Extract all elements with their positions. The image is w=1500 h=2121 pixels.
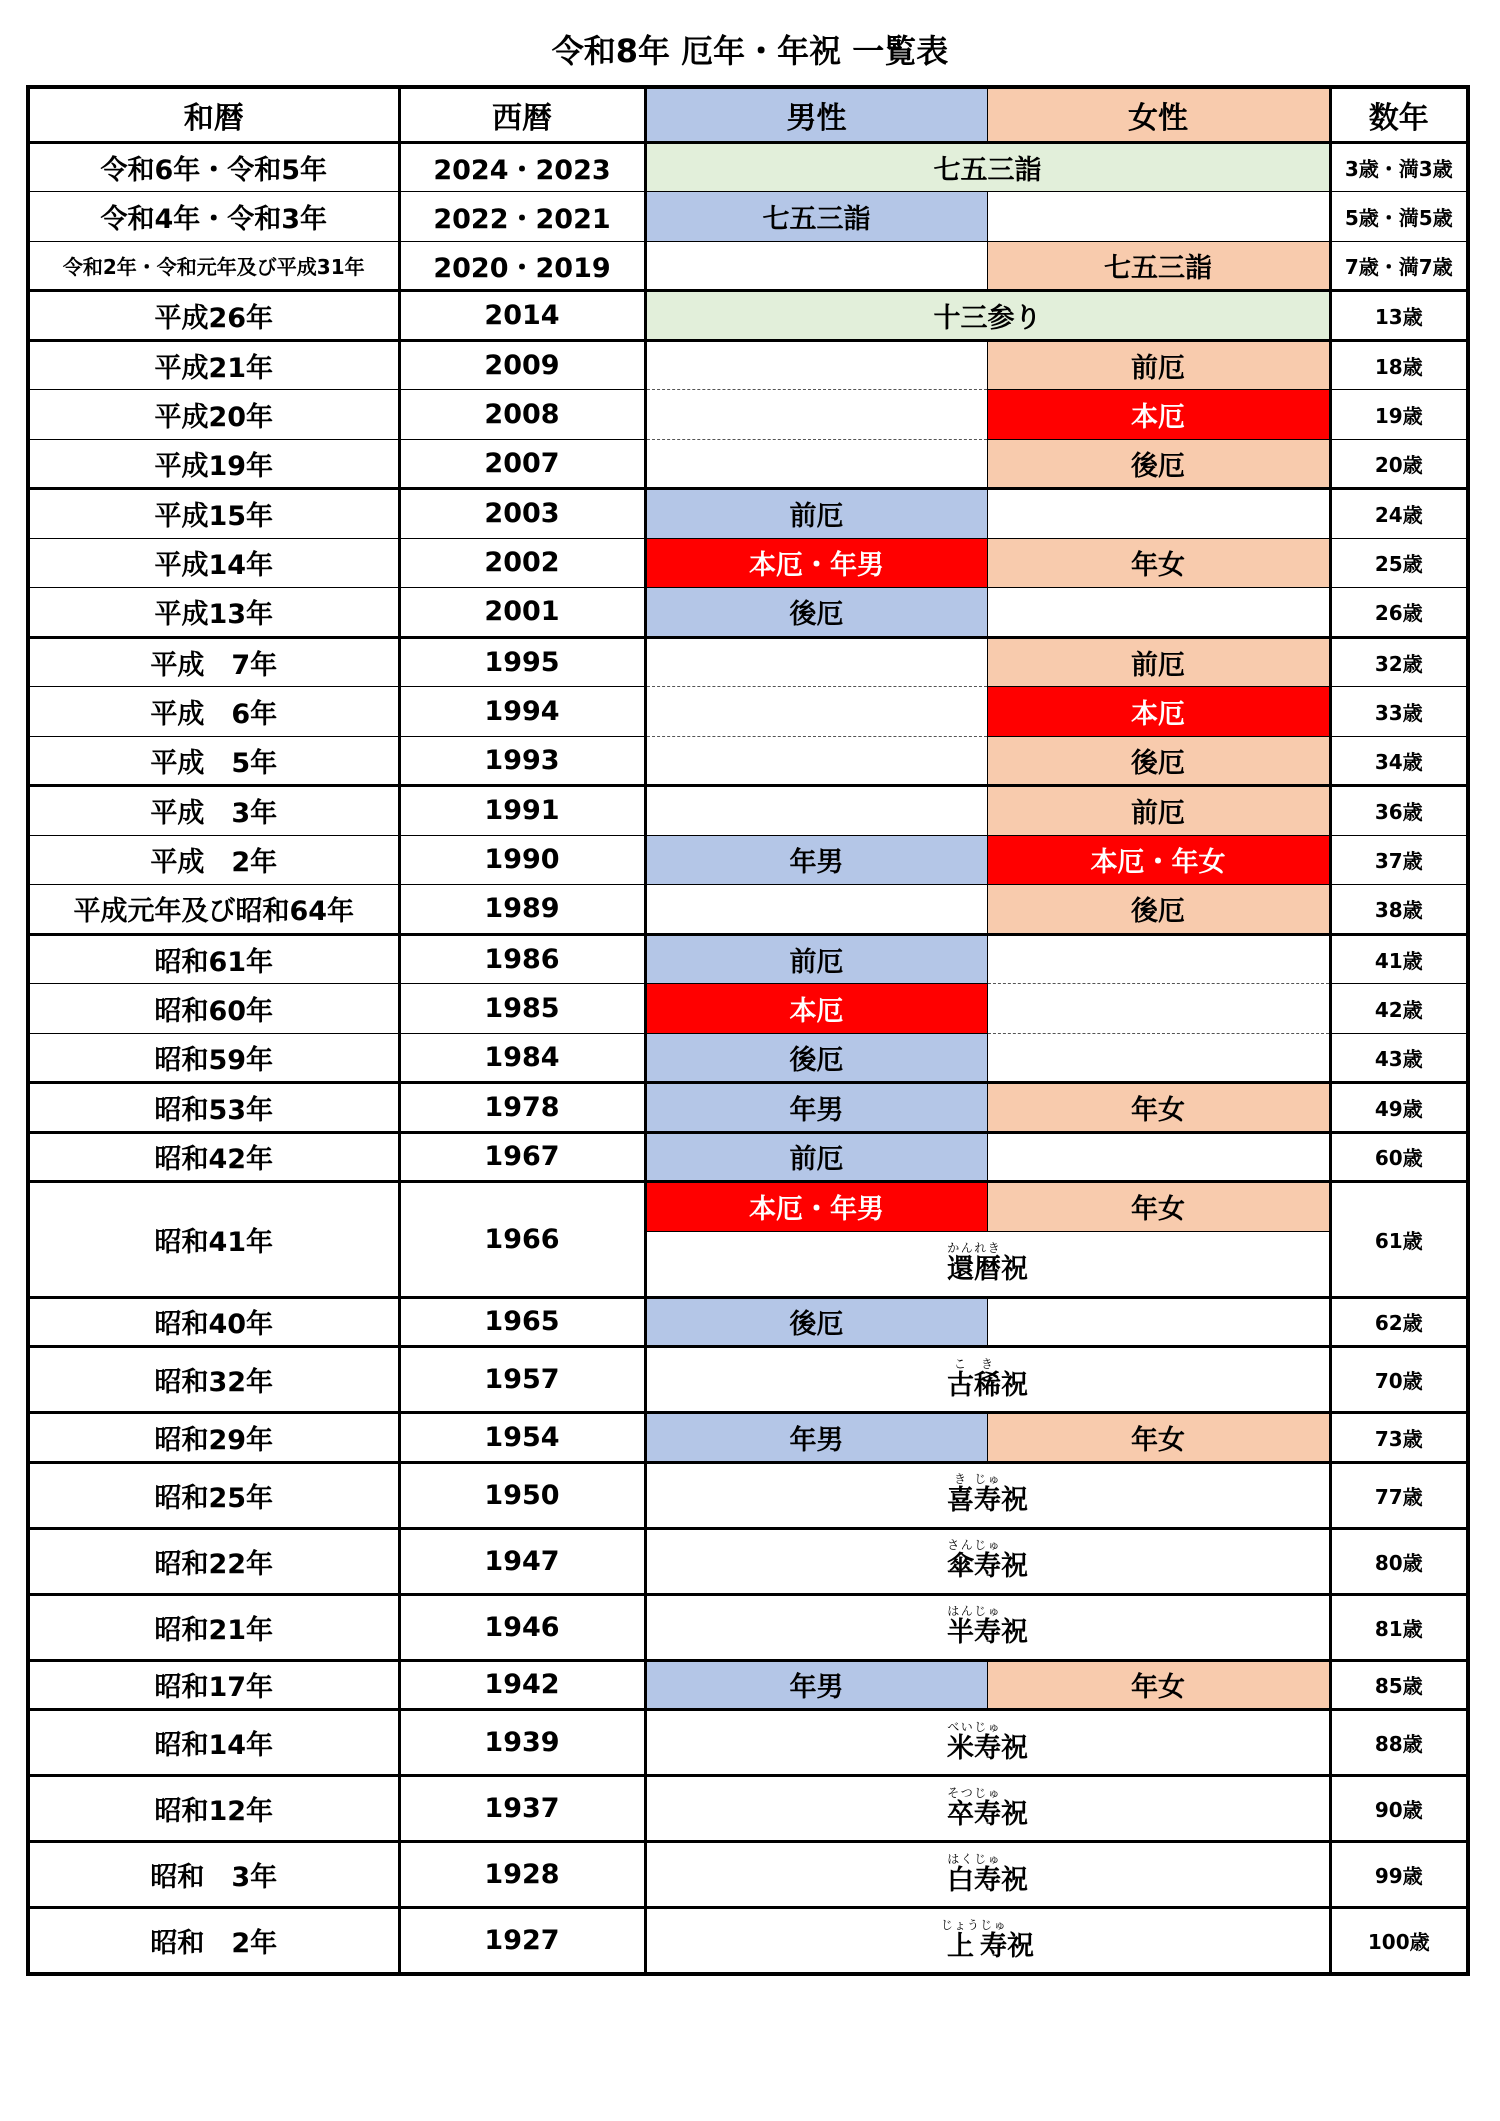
male-cell	[645, 340, 987, 390]
age-cell: 32歳	[1330, 637, 1468, 687]
table-body	[28, 142, 1468, 1974]
ruby-base: 暦	[974, 1253, 1001, 1285]
wareki-cell: 昭和59年	[28, 1033, 399, 1083]
ruby-group	[974, 1356, 1001, 1401]
seireki-cell: 2024・2023	[399, 142, 645, 192]
male-cell	[645, 390, 987, 440]
seireki-cell: 1937	[399, 1776, 645, 1842]
seireki-cell: 2003	[399, 489, 645, 539]
wareki-cell: 令和4年・令和3年	[28, 192, 399, 242]
ruby-base: 喜	[947, 1485, 974, 1517]
table-header	[28, 87, 1468, 142]
wareki-cell: 昭和42年	[28, 1132, 399, 1182]
table-row	[28, 984, 1468, 1034]
celebration-label	[947, 1604, 1028, 1649]
male-cell: 七五三詣	[645, 192, 987, 242]
header-female: 女性	[987, 87, 1330, 142]
ruby-group	[947, 1604, 974, 1649]
male-cell: 本厄	[645, 984, 987, 1034]
wareki-cell: 昭和61年	[28, 934, 399, 984]
ruby-base: 寿	[974, 1551, 1001, 1583]
wareki-cell: 昭和12年	[28, 1776, 399, 1842]
female-cell: 前厄	[987, 637, 1330, 687]
wareki-cell: 平成 7年	[28, 637, 399, 687]
female-cell: 年女	[987, 1182, 1330, 1232]
male-cell: 後厄	[645, 1033, 987, 1083]
table-row	[28, 1297, 1468, 1347]
table-row	[28, 489, 1468, 539]
table-row	[28, 439, 1468, 489]
seireki-cell: 2001	[399, 588, 645, 638]
seireki-cell: 2007	[399, 439, 645, 489]
table-row	[28, 1908, 1468, 1974]
header-male: 男性	[645, 87, 987, 142]
combined-cell	[645, 1908, 1330, 1974]
ruby-base: 寿	[974, 1798, 1001, 1830]
combined-cell	[645, 1776, 1330, 1842]
wareki-cell: 平成20年	[28, 390, 399, 440]
female-cell	[987, 1132, 1330, 1182]
ruby-reading: じゅ	[974, 1472, 1001, 1487]
celebration-suffix: 祝	[1001, 1864, 1028, 1896]
wareki-cell: 昭和41年	[28, 1182, 399, 1298]
ruby-base: 還	[947, 1253, 974, 1285]
celebration-suffix: 祝	[1001, 1617, 1028, 1649]
wareki-cell: 昭和17年	[28, 1660, 399, 1710]
wareki-cell: 平成14年	[28, 538, 399, 588]
table-row	[28, 736, 1468, 786]
wareki-cell: 平成19年	[28, 439, 399, 489]
seireki-cell: 1950	[399, 1462, 645, 1528]
wareki-cell: 平成15年	[28, 489, 399, 539]
seireki-cell: 1965	[399, 1297, 645, 1347]
combined-cell	[645, 1594, 1330, 1660]
seireki-cell: 2009	[399, 340, 645, 390]
age-cell: 77歳	[1330, 1462, 1468, 1528]
table-row	[28, 142, 1468, 192]
male-cell: 本厄・年男	[645, 538, 987, 588]
ruby-base: 寿	[979, 1930, 1007, 1962]
age-cell: 37歳	[1330, 835, 1468, 885]
male-cell: 本厄・年男	[645, 1182, 987, 1232]
celebration-suffix: 祝	[1001, 1551, 1028, 1583]
seireki-cell: 1966	[399, 1182, 645, 1298]
page-title: 令和8年 厄年・年祝 一覧表	[551, 32, 949, 70]
male-cell	[645, 885, 987, 935]
seireki-cell: 2002	[399, 538, 645, 588]
wareki-cell: 令和2年・令和元年及び平成31年	[28, 241, 399, 291]
seireki-cell: 1990	[399, 835, 645, 885]
female-cell	[987, 1297, 1330, 1347]
ruby-reading: じょう	[940, 1917, 980, 1932]
female-cell: 年女	[987, 1083, 1330, 1133]
age-cell: 62歳	[1330, 1297, 1468, 1347]
ruby-group	[947, 1472, 974, 1517]
wareki-cell: 昭和25年	[28, 1462, 399, 1528]
seireki-cell: 2020・2019	[399, 241, 645, 291]
table-row	[28, 1033, 1468, 1083]
wareki-cell: 昭和 3年	[28, 1842, 399, 1908]
ruby-reading: じゅ	[974, 1538, 1001, 1553]
age-cell: 80歳	[1330, 1528, 1468, 1594]
wareki-cell: 昭和32年	[28, 1347, 399, 1413]
ruby-base: 白	[947, 1864, 974, 1896]
female-cell	[987, 192, 1330, 242]
celebration-suffix: 祝	[1006, 1930, 1034, 1962]
header-wareki: 和暦	[28, 87, 399, 142]
female-cell: 年女	[987, 1413, 1330, 1463]
ruby-base: 米	[947, 1732, 974, 1764]
seireki-cell: 1954	[399, 1413, 645, 1463]
female-cell	[987, 1033, 1330, 1083]
celebration-label	[947, 1538, 1028, 1583]
age-cell: 49歳	[1330, 1083, 1468, 1133]
ruby-group	[947, 1851, 974, 1896]
seireki-cell: 1986	[399, 934, 645, 984]
ruby-base: 寿	[974, 1485, 1001, 1517]
ruby-base: 上	[940, 1930, 980, 1962]
ruby-group	[974, 1472, 1001, 1517]
age-cell: 100歳	[1330, 1908, 1468, 1974]
table-row	[28, 1842, 1468, 1908]
age-cell: 81歳	[1330, 1594, 1468, 1660]
table-row	[28, 835, 1468, 885]
age-cell: 19歳	[1330, 390, 1468, 440]
ruby-group	[974, 1785, 1001, 1830]
seireki-cell: 2014	[399, 291, 645, 341]
ruby-group	[947, 1240, 974, 1285]
age-cell: 70歳	[1330, 1347, 1468, 1413]
combined-cell	[645, 1842, 1330, 1908]
ruby-reading: じゅ	[974, 1785, 1001, 1800]
seireki-cell: 2008	[399, 390, 645, 440]
female-cell	[987, 984, 1330, 1034]
table-row	[28, 1182, 1468, 1232]
male-cell: 年男	[645, 835, 987, 885]
ruby-group	[940, 1917, 980, 1962]
table-row	[28, 1347, 1468, 1413]
wareki-cell: 昭和29年	[28, 1413, 399, 1463]
age-cell: 41歳	[1330, 934, 1468, 984]
ruby-base: 半	[947, 1617, 974, 1649]
female-cell: 後厄	[987, 885, 1330, 935]
ruby-reading: れき	[974, 1240, 1001, 1255]
ruby-reading: べい	[947, 1719, 974, 1734]
combined-cell	[645, 1462, 1330, 1528]
ruby-reading: こ	[947, 1356, 974, 1371]
wareki-cell: 昭和 2年	[28, 1908, 399, 1974]
wareki-cell: 昭和40年	[28, 1297, 399, 1347]
seireki-cell: 1993	[399, 736, 645, 786]
table-row	[28, 934, 1468, 984]
seireki-cell: 1928	[399, 1842, 645, 1908]
ruby-reading: き	[947, 1472, 974, 1487]
age-cell: 3歳・満3歳	[1330, 142, 1468, 192]
age-cell: 34歳	[1330, 736, 1468, 786]
age-cell: 38歳	[1330, 885, 1468, 935]
female-cell	[987, 934, 1330, 984]
seireki-cell: 1995	[399, 637, 645, 687]
header-row	[28, 87, 1468, 142]
combined-cell	[645, 1231, 1330, 1297]
female-cell: 本厄	[987, 390, 1330, 440]
female-cell: 年女	[987, 538, 1330, 588]
wareki-cell: 昭和60年	[28, 984, 399, 1034]
ruby-base: 稀	[974, 1369, 1001, 1401]
celebration-suffix: 祝	[1001, 1732, 1028, 1764]
table-row	[28, 1710, 1468, 1776]
ruby-reading: さん	[947, 1538, 974, 1553]
celebration-suffix: 祝	[1001, 1798, 1028, 1830]
seireki-cell: 2022・2021	[399, 192, 645, 242]
table-row	[28, 340, 1468, 390]
age-cell: 73歳	[1330, 1413, 1468, 1463]
male-cell: 後厄	[645, 1297, 987, 1347]
age-cell: 60歳	[1330, 1132, 1468, 1182]
table-row	[28, 1132, 1468, 1182]
ruby-base: 傘	[947, 1551, 974, 1583]
ruby-group	[974, 1604, 1001, 1649]
wareki-cell: 令和6年・令和5年	[28, 142, 399, 192]
age-cell: 85歳	[1330, 1660, 1468, 1710]
table-row	[28, 291, 1468, 341]
seireki-cell: 1978	[399, 1083, 645, 1133]
ruby-reading: き	[974, 1356, 1001, 1371]
combined-cell: 七五三詣	[645, 142, 1330, 192]
age-cell: 42歳	[1330, 984, 1468, 1034]
header-seireki: 西暦	[399, 87, 645, 142]
ruby-reading: じゅ	[974, 1851, 1001, 1866]
celebration-suffix: 祝	[1001, 1253, 1028, 1285]
ruby-reading: じゅ	[974, 1604, 1001, 1619]
table-row	[28, 1776, 1468, 1842]
wareki-cell: 平成26年	[28, 291, 399, 341]
ruby-reading: はく	[947, 1851, 974, 1866]
table-row	[28, 687, 1468, 737]
male-cell	[645, 736, 987, 786]
table-row	[28, 1594, 1468, 1660]
table-row	[28, 885, 1468, 935]
female-cell: 本厄・年女	[987, 835, 1330, 885]
age-cell: 13歳	[1330, 291, 1468, 341]
table-row	[28, 241, 1468, 291]
table-row	[28, 390, 1468, 440]
table-row	[28, 1528, 1468, 1594]
celebration-label	[947, 1720, 1028, 1765]
ruby-group	[974, 1851, 1001, 1896]
celebration-label	[947, 1241, 1028, 1286]
male-cell: 年男	[645, 1413, 987, 1463]
age-cell: 25歳	[1330, 538, 1468, 588]
wareki-cell: 昭和53年	[28, 1083, 399, 1133]
age-cell: 61歳	[1330, 1182, 1468, 1298]
ruby-base: 寿	[974, 1864, 1001, 1896]
seireki-cell: 1985	[399, 984, 645, 1034]
wareki-cell: 昭和22年	[28, 1528, 399, 1594]
table-row	[28, 1413, 1468, 1463]
table-row	[28, 786, 1468, 836]
ruby-reading: はん	[947, 1604, 974, 1619]
celebration-suffix: 祝	[1001, 1369, 1028, 1401]
seireki-cell: 1957	[399, 1347, 645, 1413]
male-cell	[645, 241, 987, 291]
age-cell: 20歳	[1330, 439, 1468, 489]
female-cell: 年女	[987, 1660, 1330, 1710]
celebration-label	[941, 1918, 1034, 1963]
wareki-cell: 昭和14年	[28, 1710, 399, 1776]
celebration-label	[947, 1357, 1028, 1402]
age-cell: 7歳・満7歳	[1330, 241, 1468, 291]
seireki-cell: 1991	[399, 786, 645, 836]
combined-cell	[645, 1710, 1330, 1776]
male-cell: 前厄	[645, 489, 987, 539]
ruby-group	[974, 1240, 1001, 1285]
table-row	[28, 192, 1468, 242]
ruby-reading: かん	[947, 1240, 974, 1255]
wareki-cell: 昭和21年	[28, 1594, 399, 1660]
female-cell: 後厄	[987, 736, 1330, 786]
age-cell: 36歳	[1330, 786, 1468, 836]
age-cell: 99歳	[1330, 1842, 1468, 1908]
celebration-suffix: 祝	[1001, 1485, 1028, 1517]
table-row	[28, 588, 1468, 638]
wareki-cell: 平成 5年	[28, 736, 399, 786]
celebration-label	[947, 1472, 1028, 1517]
seireki-cell: 1989	[399, 885, 645, 935]
wareki-cell: 平成13年	[28, 588, 399, 638]
age-cell: 43歳	[1330, 1033, 1468, 1083]
age-cell: 33歳	[1330, 687, 1468, 737]
seireki-cell: 1994	[399, 687, 645, 737]
seireki-cell: 1927	[399, 1908, 645, 1974]
female-cell: 七五三詣	[987, 241, 1330, 291]
ruby-group	[979, 1917, 1007, 1962]
male-cell	[645, 687, 987, 737]
ruby-base: 寿	[974, 1732, 1001, 1764]
combined-cell: 十三参り	[645, 291, 1330, 341]
male-cell	[645, 786, 987, 836]
ruby-base: 寿	[974, 1617, 1001, 1649]
female-cell: 後厄	[987, 439, 1330, 489]
ruby-base: 卒	[947, 1798, 974, 1830]
male-cell: 年男	[645, 1660, 987, 1710]
ruby-group	[947, 1356, 974, 1401]
table-row	[28, 538, 1468, 588]
wareki-cell: 平成元年及び昭和64年	[28, 885, 399, 935]
male-cell: 年男	[645, 1083, 987, 1133]
female-cell: 前厄	[987, 786, 1330, 836]
seireki-cell: 1946	[399, 1594, 645, 1660]
seireki-cell: 1967	[399, 1132, 645, 1182]
ruby-reading: じゅ	[979, 1917, 1007, 1932]
seireki-cell: 1947	[399, 1528, 645, 1594]
celebration-label	[947, 1852, 1028, 1897]
male-cell	[645, 439, 987, 489]
seireki-cell: 1984	[399, 1033, 645, 1083]
celebration-label	[947, 1786, 1028, 1831]
header-age: 数年	[1330, 87, 1468, 142]
wareki-cell: 平成 6年	[28, 687, 399, 737]
table-row	[28, 1083, 1468, 1133]
ruby-base: 古	[947, 1369, 974, 1401]
wareki-cell: 平成 2年	[28, 835, 399, 885]
table-row	[28, 637, 1468, 687]
age-cell: 24歳	[1330, 489, 1468, 539]
combined-cell	[645, 1347, 1330, 1413]
female-cell	[987, 489, 1330, 539]
ruby-group	[947, 1538, 974, 1583]
age-cell: 26歳	[1330, 588, 1468, 638]
table-row	[28, 1462, 1468, 1528]
male-cell: 前厄	[645, 1132, 987, 1182]
female-cell: 本厄	[987, 687, 1330, 737]
ruby-group	[947, 1719, 974, 1764]
age-cell: 5歳・満5歳	[1330, 192, 1468, 242]
male-cell: 後厄	[645, 588, 987, 638]
male-cell: 前厄	[645, 934, 987, 984]
male-cell	[645, 637, 987, 687]
seireki-cell: 1939	[399, 1710, 645, 1776]
ruby-reading: そつ	[947, 1785, 974, 1800]
ruby-group	[947, 1785, 974, 1830]
seireki-cell: 1942	[399, 1660, 645, 1710]
table-row	[28, 1660, 1468, 1710]
female-cell: 前厄	[987, 340, 1330, 390]
wareki-cell: 平成21年	[28, 340, 399, 390]
age-cell: 18歳	[1330, 340, 1468, 390]
ruby-group	[974, 1719, 1001, 1764]
combined-cell	[645, 1528, 1330, 1594]
age-cell: 90歳	[1330, 1776, 1468, 1842]
wareki-cell: 平成 3年	[28, 786, 399, 836]
female-cell	[987, 588, 1330, 638]
age-cell: 88歳	[1330, 1710, 1468, 1776]
yakudoshi-table	[26, 85, 1470, 1976]
ruby-reading: じゅ	[974, 1719, 1001, 1734]
ruby-group	[974, 1538, 1001, 1583]
